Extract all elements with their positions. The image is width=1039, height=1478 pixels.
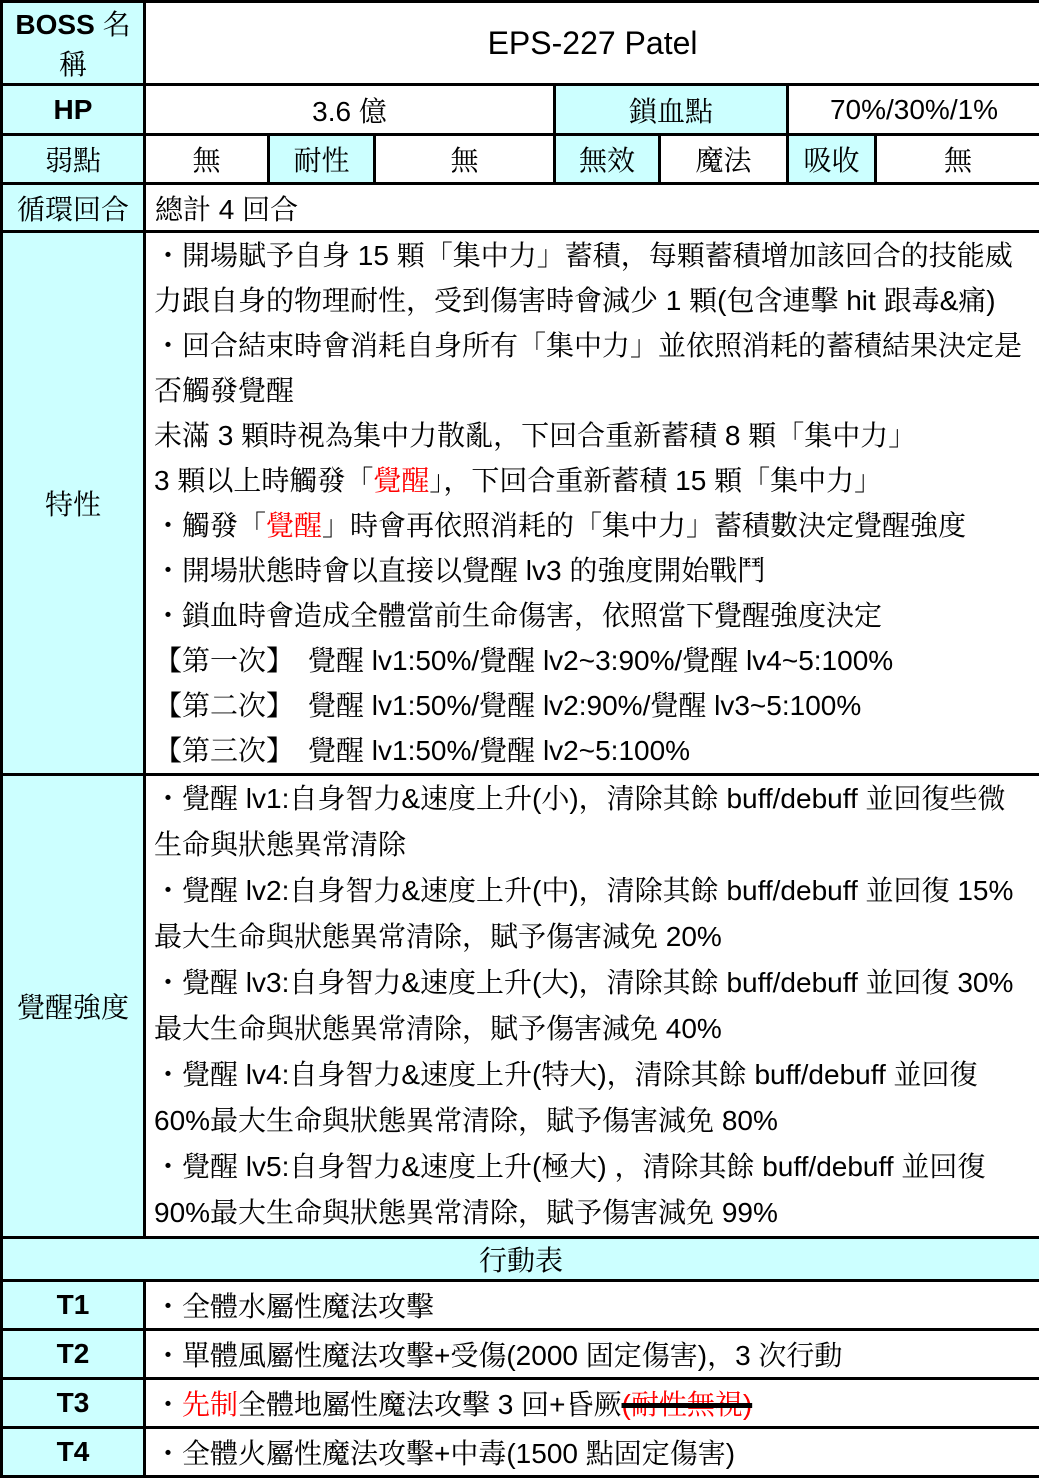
- resist-label: 耐性: [269, 135, 375, 184]
- absorb-label: 吸收: [788, 135, 876, 184]
- text-segment: 先制: [182, 1389, 238, 1420]
- boss-name-label: [2, 2, 145, 85]
- turn-label-t2: T2: [2, 1330, 145, 1379]
- action-table-header-row: [2, 1238, 1039, 1281]
- paragraph: 未滿 3 顆時視為集中力散亂，下回合重新蓄積 8 顆「集中力」: [154, 413, 1031, 458]
- turn-row-t1: [2, 1281, 1039, 1330]
- paragraph: [154, 503, 1031, 548]
- turn-row-t3: [2, 1379, 1039, 1428]
- turn-label-t3: T3: [2, 1379, 145, 1428]
- awakening-label: 覺醒強度: [2, 775, 145, 1238]
- paragraph: ・覺醒 lv4:自身智力&速度上升(特大)，清除其餘 buff/debuff 並回復 60%最大生命與狀態異常清除，賦予傷害減免 80%: [154, 1052, 1031, 1144]
- resist-value: 無: [375, 135, 555, 184]
- paragraph: ・開場狀態時會以直接以覺醒 lv3 的強度開始戰鬥: [154, 548, 1031, 593]
- paragraph: ・覺醒 lv5:自身智力&速度上升(極大) ，清除其餘 buff/debuff 並回復 90%最大生命與狀態異常清除，賦予傷害減免 99%: [154, 1144, 1031, 1236]
- turn-desc-t2: ・單體風屬性魔法攻擊+受傷(2000 固定傷害)，3 次行動: [145, 1330, 1039, 1379]
- action-table-title: 行動表: [2, 1238, 1039, 1281]
- paragraph: ・鎖血時會造成全體當前生命傷害，依照當下覺醒強度決定: [154, 593, 1031, 638]
- hp-row: [2, 85, 1039, 135]
- text-segment: ・: [154, 1389, 182, 1420]
- turn-desc-t4: ・全體火屬性魔法攻擊+中毒(1500 點固定傷害): [145, 1428, 1039, 1477]
- text-segment: (耐性無視): [622, 1389, 753, 1420]
- paragraph: ・回合結束時會消耗自身所有「集中力」並依照消耗的蓄積結果決定是否觸發覺醒: [154, 323, 1031, 413]
- text-segment: 覺醒: [266, 510, 322, 541]
- paragraph: [154, 458, 1031, 503]
- paragraph: ・覺醒 lv1:自身智力&速度上升(小)，清除其餘 buff/debuff 並回復些微生命與狀態異常清除: [154, 776, 1031, 868]
- affinity-row: [2, 135, 1039, 184]
- weakness-label: 弱點: [2, 135, 145, 184]
- text-segment: 全體地屬性魔法攻擊 3 回+昏厥: [238, 1389, 621, 1420]
- text-segment: ・觸發「: [154, 510, 266, 541]
- hp-lock-value: 70%/30%/1%: [788, 85, 1039, 135]
- traits-text: [145, 232, 1039, 775]
- turn-desc-t1: ・全體水屬性魔法攻擊: [145, 1281, 1039, 1330]
- paragraph: 【第一次】 覺醒 lv1:50%/覺醒 lv2~3:90%/覺醒 lv4~5:100%: [154, 638, 1031, 683]
- absorb-value: 無: [876, 135, 1039, 184]
- null-value: 魔法: [660, 135, 788, 184]
- cycle-value: 總計 4 回合: [145, 184, 1039, 232]
- text-segment: 」，下回合重新蓄積 15 顆「集中力」: [429, 465, 882, 496]
- hp-lock-label: 鎖血點: [555, 85, 788, 135]
- turn-row-t4: [2, 1428, 1039, 1477]
- boss-name-row: [2, 2, 1039, 85]
- awakening-row: [2, 775, 1039, 1238]
- text-segment: 3 顆以上時觸發「: [154, 465, 373, 496]
- turn-desc-t3: [145, 1379, 1039, 1428]
- cycle-label: 循環回合: [2, 184, 145, 232]
- paragraph: 【第二次】 覺醒 lv1:50%/覺醒 lv2:90%/覺醒 lv3~5:100%: [154, 683, 1031, 728]
- traits-row: [2, 232, 1039, 775]
- weakness-value: 無: [145, 135, 269, 184]
- text-segment: 名稱: [59, 9, 131, 80]
- paragraph: ・覺醒 lv3:自身智力&速度上升(大)，清除其餘 buff/debuff 並回復 30%最大生命與狀態異常清除，賦予傷害減免 40%: [154, 960, 1031, 1052]
- turn-row-t2: [2, 1330, 1039, 1379]
- turn-label-t1: T1: [2, 1281, 145, 1330]
- turn-label-t4: T4: [2, 1428, 145, 1477]
- paragraph: ・開場賦予自身 15 顆「集中力」蓄積，每顆蓄積增加該回合的技能威力跟自身的物理耐性，受到傷害時會減少 1 顆(包含連擊 hit 跟毒&痛): [154, 233, 1031, 323]
- text-segment: BOSS: [15, 9, 102, 40]
- paragraph: 【第三次】 覺醒 lv1:50%/覺醒 lv2~5:100%: [154, 728, 1031, 773]
- traits-label: 特性: [2, 232, 145, 775]
- paragraph: ・覺醒 lv2:自身智力&速度上升(中)，清除其餘 buff/debuff 並回復 15%最大生命與狀態異常清除，賦予傷害減免 20%: [154, 868, 1031, 960]
- text-segment: 」時會再依照消耗的「集中力」蓄積數決定覺醒強度: [322, 510, 966, 541]
- null-label: 無效: [555, 135, 660, 184]
- text-segment: 覺醒: [373, 465, 429, 496]
- boss-name-value: EPS-227 Patel: [145, 2, 1039, 85]
- hp-value: 3.6 億: [145, 85, 555, 135]
- cycle-row: [2, 184, 1039, 232]
- awakening-text: [145, 775, 1039, 1238]
- hp-label: HP: [2, 85, 145, 135]
